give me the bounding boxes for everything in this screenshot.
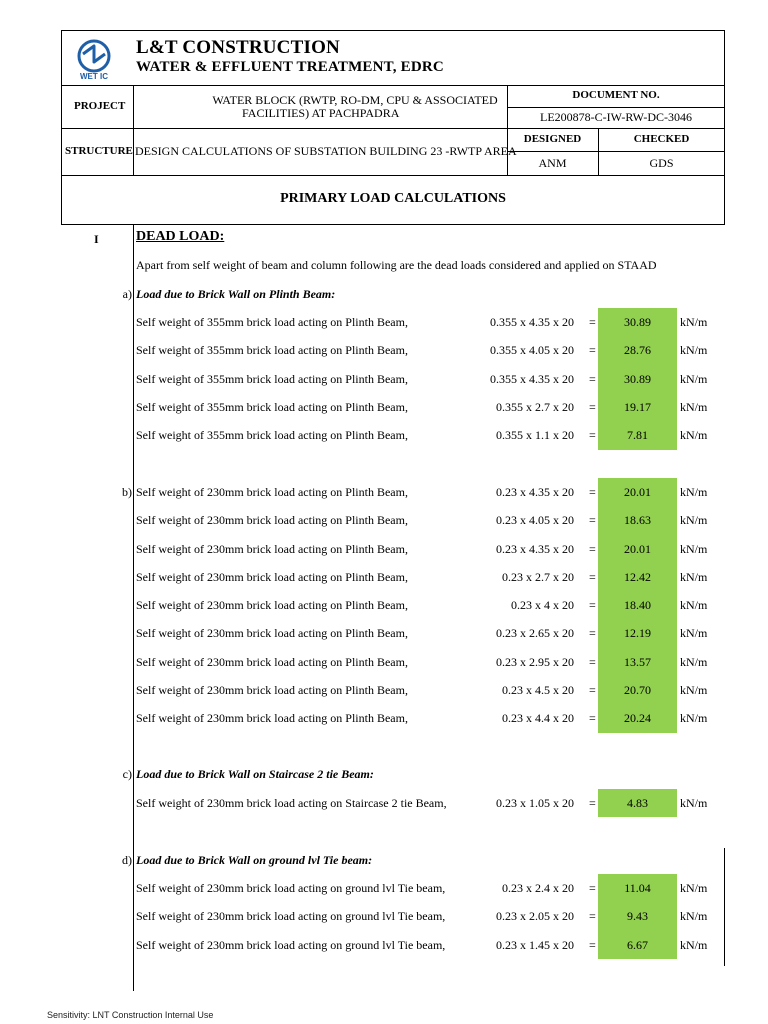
row-equals: = xyxy=(589,343,596,358)
row-equals: = xyxy=(589,315,596,329)
row-description: Self weight of 355mm brick load acting on Plinth Beam, xyxy=(136,315,408,329)
group-c-heading: Load due to Brick Wall on Staircase 2 tie Beam: xyxy=(136,767,374,781)
row-formula: 0.23 x 4.05 x 20 xyxy=(496,513,574,528)
structure-value: DESIGN CALCULATIONS OF SUBSTATION BUILDING 23 -RWTP AREA xyxy=(135,144,517,158)
row-description: Self weight of 230mm brick load acting on Plinth Beam, xyxy=(136,541,408,556)
checked-label: CHECKED xyxy=(633,133,690,145)
row-value: 6.67 xyxy=(627,937,648,952)
row-unit: kN/m xyxy=(680,428,708,442)
group-a-heading: Load due to Brick Wall on Plinth Beam: xyxy=(136,287,336,301)
project-label: PROJECT xyxy=(74,100,126,112)
project-value-line2: FACILITIES) AT PACHPADRA xyxy=(242,106,400,120)
row-description: Self weight of 230mm brick load acting on ground lvl Tie beam, xyxy=(136,881,446,895)
row-unit: kN/m xyxy=(680,937,708,952)
row-formula: 0.355 x 4.35 x 20 xyxy=(490,315,574,329)
row-description: Self weight of 230mm brick load acting on ground lvl Tie beam, xyxy=(136,909,446,924)
row-formula: 0.355 x 2.7 x 20 xyxy=(496,399,574,414)
row-unit: kN/m xyxy=(680,541,708,556)
document-number: LE200878-C-IW-RW-DC-3046 xyxy=(540,110,692,124)
row-value: 12.42 xyxy=(624,569,651,584)
row-description: Self weight of 230mm brick load acting on ground lvl Tie beam, xyxy=(136,937,446,952)
row-equals: = xyxy=(589,796,596,810)
division-name: WATER & EFFLUENT TREATMENT, EDRC xyxy=(136,59,444,75)
row-equals: = xyxy=(589,428,596,442)
row-value: 18.63 xyxy=(624,513,651,528)
row-description: Self weight of 230mm brick load acting on Staircase 2 tie Beam, xyxy=(136,796,447,810)
row-equals: = xyxy=(589,569,596,584)
row-formula: 0.355 x 1.1 x 20 xyxy=(496,428,574,442)
project-value-line1: WATER BLOCK (RWTP, RO-DM, CPU & ASSOCIATED xyxy=(212,93,498,107)
row-equals: = xyxy=(589,909,596,924)
row-formula: 0.23 x 2.7 x 20 xyxy=(502,569,574,584)
row-unit: kN/m xyxy=(680,399,708,414)
row-formula: 0.23 x 4.35 x 20 xyxy=(496,485,574,499)
row-formula: 0.23 x 2.05 x 20 xyxy=(496,909,574,924)
row-value: 30.89 xyxy=(624,315,651,329)
checked-value: GDS xyxy=(649,156,674,170)
row-formula: 0.355 x 4.05 x 20 xyxy=(490,343,574,358)
row-formula: 0.23 x 4.35 x 20 xyxy=(496,541,574,556)
row-value: 4.83 xyxy=(627,796,648,810)
row-unit: kN/m xyxy=(680,485,708,499)
row-description: Self weight of 355mm brick load acting on Plinth Beam, xyxy=(136,343,408,358)
structure-label: STRUCTURE xyxy=(65,145,133,157)
group-c-letter: c) xyxy=(122,767,132,781)
row-value: 20.70 xyxy=(624,682,651,697)
row-unit: kN/m xyxy=(680,881,708,895)
row-unit: kN/m xyxy=(680,598,708,612)
row-equals: = xyxy=(589,626,596,641)
row-description: Self weight of 355mm brick load acting on Plinth Beam, xyxy=(136,399,408,414)
row-value: 12.19 xyxy=(624,626,651,641)
row-equals: = xyxy=(589,541,596,556)
row-description: Self weight of 230mm brick load acting on Plinth Beam, xyxy=(136,513,408,528)
row-unit: kN/m xyxy=(680,513,708,528)
row-description: Self weight of 230mm brick load acting on Plinth Beam, xyxy=(136,626,408,641)
page-title: PRIMARY LOAD CALCULATIONS xyxy=(280,191,506,206)
row-equals: = xyxy=(589,513,596,528)
row-value: 9.43 xyxy=(627,909,648,924)
row-formula: 0.355 x 4.35 x 20 xyxy=(490,371,574,386)
group-d-heading: Load due to Brick Wall on ground lvl Tie beam: xyxy=(136,853,373,867)
row-unit: kN/m xyxy=(680,909,708,924)
row-equals: = xyxy=(589,937,596,952)
row-value: 20.01 xyxy=(624,541,651,556)
row-unit: kN/m xyxy=(680,569,708,584)
row-value: 20.01 xyxy=(624,485,651,499)
group-d-letter: d) xyxy=(122,853,132,867)
row-description: Self weight of 230mm brick load acting on Plinth Beam, xyxy=(136,654,408,669)
row-unit: kN/m xyxy=(680,626,708,641)
row-unit: kN/m xyxy=(680,711,708,725)
row-value: 19.17 xyxy=(624,399,651,414)
row-value: 7.81 xyxy=(627,428,648,442)
section-number: I xyxy=(94,232,99,246)
row-equals: = xyxy=(589,399,596,414)
row-formula: 0.23 x 2.65 x 20 xyxy=(496,626,574,641)
row-value: 20.24 xyxy=(624,711,651,725)
designed-value: ANM xyxy=(538,156,567,170)
row-description: Self weight of 355mm brick load acting on Plinth Beam, xyxy=(136,371,408,386)
row-value: 28.76 xyxy=(624,343,651,358)
row-formula: 0.23 x 1.45 x 20 xyxy=(496,937,574,952)
group-a-letter: a) xyxy=(122,287,132,301)
row-description: Self weight of 230mm brick load acting on Plinth Beam, xyxy=(136,682,408,697)
section-intro: Apart from self weight of beam and column following are the dead loads considered and applied on STAAD xyxy=(136,258,657,272)
row-description: Self weight of 230mm brick load acting on Plinth Beam, xyxy=(136,711,408,725)
row-equals: = xyxy=(589,598,596,612)
row-equals: = xyxy=(589,682,596,697)
company-name: L&T CONSTRUCTION xyxy=(136,37,340,58)
row-equals: = xyxy=(589,654,596,669)
row-equals: = xyxy=(589,711,596,725)
row-value: 18.40 xyxy=(624,598,651,612)
row-formula: 0.23 x 4.4 x 20 xyxy=(502,711,574,725)
row-value: 30.89 xyxy=(624,371,651,386)
row-unit: kN/m xyxy=(680,343,708,358)
row-equals: = xyxy=(589,485,596,499)
logo-label: WET IC xyxy=(80,72,108,81)
row-description: Self weight of 230mm brick load acting on Plinth Beam, xyxy=(136,598,408,612)
row-description: Self weight of 355mm brick load acting on Plinth Beam, xyxy=(136,428,408,442)
sensitivity-footer: Sensitivity: LNT Construction Internal Use xyxy=(47,1010,214,1020)
document-label: DOCUMENT NO. xyxy=(572,89,660,101)
row-unit: kN/m xyxy=(680,315,708,329)
row-unit: kN/m xyxy=(680,796,708,810)
row-formula: 0.23 x 2.95 x 20 xyxy=(496,654,574,669)
row-formula: 0.23 x 1.05 x 20 xyxy=(496,796,574,810)
row-unit: kN/m xyxy=(680,654,708,669)
row-unit: kN/m xyxy=(680,682,708,697)
company-logo xyxy=(70,36,118,84)
row-formula: 0.23 x 2.4 x 20 xyxy=(502,881,574,895)
row-formula: 0.23 x 4.5 x 20 xyxy=(502,682,574,697)
row-equals: = xyxy=(589,371,596,386)
row-equals: = xyxy=(589,881,596,895)
row-unit: kN/m xyxy=(680,371,708,386)
row-description: Self weight of 230mm brick load acting on Plinth Beam, xyxy=(136,485,408,499)
row-formula: 0.23 x 4 x 20 xyxy=(511,598,574,612)
row-description: Self weight of 230mm brick load acting on Plinth Beam, xyxy=(136,569,408,584)
group-b-letter: b) xyxy=(122,485,132,499)
designed-label: DESIGNED xyxy=(523,133,582,145)
section-title: DEAD LOAD: xyxy=(136,229,225,244)
row-value: 11.04 xyxy=(624,881,651,895)
row-value: 13.57 xyxy=(624,654,651,669)
